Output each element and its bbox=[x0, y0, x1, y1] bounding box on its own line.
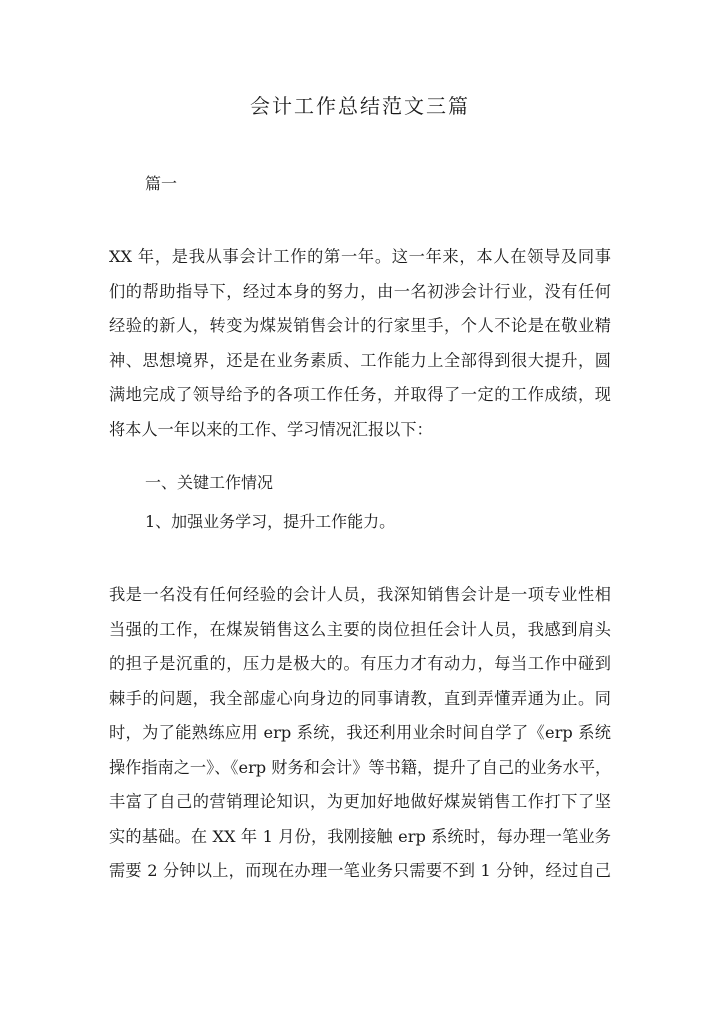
paragraph-line: 的担子是沉重的，压力是极大的。有压力才有动力，每当工作中碰到 bbox=[109, 654, 611, 673]
paragraph-line: 满地完成了领导给予的各项工作任务，并取得了一定的工作成绩，现 bbox=[109, 385, 611, 404]
paragraph-line: 需要 2 分钟以上，而现在办理一笔业务只需要不到 1 分钟，经过自己 bbox=[109, 861, 611, 880]
paragraph-line: XX 年，是我从事会计工作的第一年。这一年来，本人在领导及同事 bbox=[109, 247, 611, 266]
paragraph-line: 丰富了自己的营销理论知识，为更加好地做好煤炭销售工作打下了坚 bbox=[109, 792, 611, 811]
paragraph-line: 当强的工作，在煤炭销售这么主要的岗位担任会计人员，我感到肩头 bbox=[109, 619, 611, 639]
heading-strengthen-study: 1、加强业务学习，提升工作能力。 bbox=[145, 512, 396, 531]
paragraph-line: 神、思想境界，还是在业务素质、工作能力上全部得到很大提升，圆 bbox=[109, 350, 611, 370]
paragraph-line: 操作指南之一》、《erp 财务和会计》等书籍，提升了自己的业务水平， bbox=[109, 757, 612, 777]
intro-paragraph bbox=[109, 240, 611, 447]
paragraph-line: 实的基础。在 XX 年 1 月份，我刚接触 erp 系统时，每办理一笔业务 bbox=[109, 826, 611, 846]
paragraph-line: 我是一名没有任何经验的会计人员，我深知销售会计是一项专业性相 bbox=[109, 585, 611, 604]
paragraph-line: 将本人一年以来的工作、学习情况汇报以下： bbox=[109, 419, 433, 439]
body-paragraph bbox=[109, 578, 611, 889]
paragraph-line: 们的帮助指导下，经过本身的努力，由一名初涉会计行业，没有任何 bbox=[109, 281, 611, 301]
document-title: 会计工作总结范文三篇 bbox=[250, 94, 470, 118]
paragraph-line: 时，为了能熟练应用 erp 系统，我还利用业余时间自学了《erp 系统 bbox=[109, 723, 611, 742]
paragraph-line: 经验的新人，转变为煤炭销售会计的行家里手，个人不论是在敬业精 bbox=[109, 316, 611, 335]
paragraph-line: 棘手的问题，我全部虚心向身边的同事请教，直到弄懂弄通为止。同 bbox=[109, 688, 611, 708]
section-label: 篇一 bbox=[145, 174, 178, 193]
heading-key-work: 一、关键工作情况 bbox=[145, 473, 274, 492]
